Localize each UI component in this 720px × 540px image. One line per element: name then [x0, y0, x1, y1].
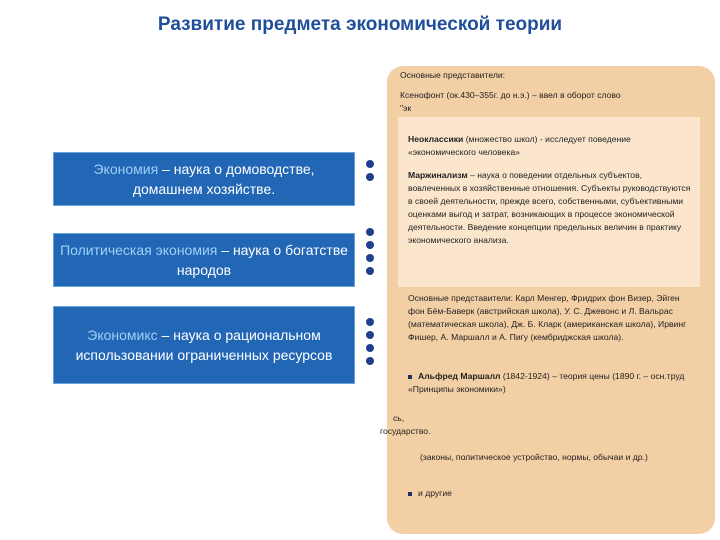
topic-term: Политическая экономия: [60, 242, 218, 258]
dot-marker: [366, 357, 374, 365]
topic-box-political-economy: [53, 233, 355, 287]
dot-marker: [366, 160, 374, 168]
marshall-desc: (1842-1924) – теория цены (1890 г. – осн.труд «Принципы экономики»): [408, 371, 685, 394]
dot-marker: [366, 228, 374, 236]
reps2-text: Основные представители: Карл Менгер, Фридрих фон Визер, Эйген фон Бём-Баверк (австрийская школа), У. С. Джевонс и Л. Вальрас (математическая школа), Дж. Б. Кларк (американская школа), Ирвинг Фишер, А. Маршалл и А. Пигу (кембриджская школа).: [408, 293, 687, 342]
neoclassics-term: Неоклассики: [408, 134, 464, 144]
topic-term: Экономия: [93, 161, 159, 177]
connector-dots-2: [364, 228, 376, 280]
marginalism-term: Маржинализм: [408, 170, 468, 180]
topic-box-economy: [53, 152, 355, 206]
dot-marker: [366, 331, 374, 339]
others-item: [408, 487, 608, 500]
topic-definition: – наука о рациональном использовании ограниченных ресурсов: [75, 327, 333, 363]
dot-marker: [366, 318, 374, 326]
topic-term: Экономикс: [87, 327, 158, 343]
topic-box-economics: [53, 306, 355, 384]
fragment-text-2: государство.: [380, 426, 431, 436]
marshall-term: Альфред Маршалл: [418, 371, 501, 381]
topic-definition: – наука о богатстве народов: [176, 242, 348, 278]
marginalism-text: [408, 169, 696, 247]
xenophon-cut-text: "эк: [400, 103, 412, 113]
xenophon-text: Ксенофонт (ок.430–355г. до н.э.) – ввел в оборот слово: [400, 90, 621, 100]
connector-dots-1: [364, 160, 376, 186]
bullet-icon: [408, 492, 412, 496]
neoclassics-desc: (множество школ) - исследует поведение «экономического человека»: [408, 134, 631, 157]
topic-definition: – наука о домоводстве, домашнем хозяйстве.: [132, 161, 315, 197]
fragment-text-3: (законы, политическое устройство, нормы, обычаи и др.): [420, 452, 648, 462]
marshall-item: [408, 370, 698, 396]
dot-marker: [366, 344, 374, 352]
neoclassics-text: [408, 133, 698, 159]
marginalism-desc: – наука о поведении отдельных субъектов, вовлеченных в хозяйственные отношения. Субъекты руководствуются в своей деятельности, прежде всего, собственными, субъективными оценками выгод и затрат, возникающих в процессе экономической деятельности. Введение концепции предельных величин в практику экономического анализа.: [408, 170, 691, 245]
fragment-text-1: сь,: [393, 413, 405, 423]
dot-marker: [366, 254, 374, 262]
dot-marker: [366, 267, 374, 275]
others-label: и другие: [418, 488, 452, 498]
slide-title: Развитие предмета экономической теории: [157, 14, 563, 35]
dot-marker: [366, 241, 374, 249]
dot-marker: [366, 173, 374, 181]
bullet-icon: [408, 375, 412, 379]
connector-dots-3: [364, 318, 376, 370]
reps-header: Основные представители:: [400, 70, 506, 80]
